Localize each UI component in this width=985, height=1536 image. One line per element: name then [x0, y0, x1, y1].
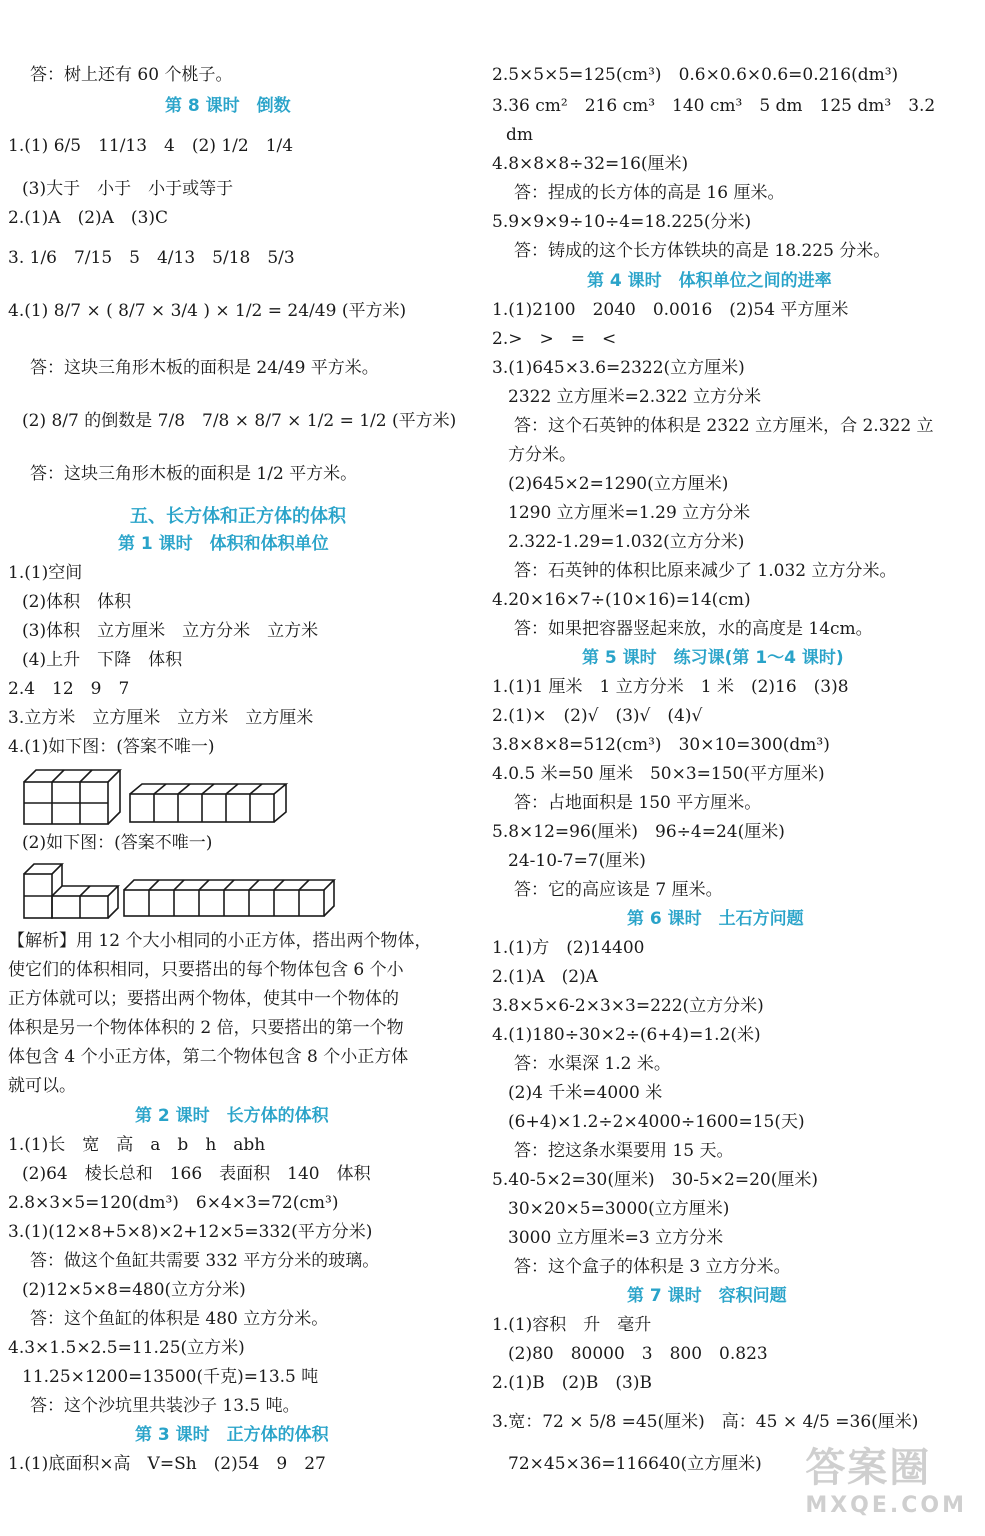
answer-line: 2.(1)B (2)B (3)B [492, 1373, 652, 1393]
analysis-line: 体积是另一个物体体积的 2 倍，只要搭出的第一个物 [8, 1018, 404, 1038]
chapter-heading: 五、长方体和正方体的体积 [130, 506, 346, 527]
answer-line: 答：这个沙坑里共装沙子 13.5 吨。 [30, 1396, 300, 1416]
watermark-url: MXQE.COM [805, 1493, 967, 1518]
answer-line: 3.(1)(12×8+5×8)×2+12×5=332(平方分米) [8, 1222, 373, 1242]
answer-line: 1.(1)1 厘米 1 立方分米 1 米 (2)16 (3)8 [492, 677, 849, 697]
answer-line: 3.8×5×6-2×3×3=222(立方分米) [492, 996, 764, 1016]
analysis-line: 正方体就可以；要搭出两个物体，使其中一个物体的 [8, 989, 399, 1009]
answer-line: 1.(1) 6/5 11/13 4 (2) 1/2 1/4 [8, 136, 294, 156]
analysis-line: 就可以。 [8, 1076, 76, 1096]
answer-line: 2.(1)A (2)A [492, 967, 598, 987]
answer-line: 2.(1)× (2)√ (3)√ (4)√ [492, 706, 703, 726]
answer-line: 答：它的高应该是 7 厘米。 [514, 880, 723, 900]
lesson-heading: 第 8 课时 倒数 [165, 96, 291, 116]
answer-line: 2322 立方厘米=2.322 立方分米 [508, 387, 761, 407]
answer-line: 24-10-7=7(厘米) [508, 851, 646, 871]
answer-line: (3)体积 立方厘米 立方分米 立方米 [22, 621, 319, 641]
answer-line: 1.(1)2100 2040 0.0016 (2)54 平方厘米 [492, 300, 849, 320]
answer-line: 5.40-5×2=30(厘米) 30-5×2=20(厘米) [492, 1170, 819, 1190]
answer-line: 1.(1)容积 升 毫升 [492, 1315, 652, 1335]
analysis-line: 使它们的体积相同，只要搭出的每个物体包含 6 个小 [8, 960, 404, 980]
analysis-line: 【解析】用 12 个大小相同的小正方体，搭出两个物体， [8, 931, 432, 951]
answer-line: 5.8×12=96(厘米) 96÷4=24(厘米) [492, 822, 785, 842]
watermark-logo [805, 1436, 967, 1518]
answer-line: 1290 立方厘米=1.29 立方分米 [508, 503, 751, 523]
answer-line: (6+4)×1.2÷2×4000÷1600=15(天) [508, 1112, 805, 1132]
answer-line: 答：水渠深 1.2 米。 [514, 1054, 671, 1074]
answer-line: 答：石英钟的体积比原来减少了 1.032 立方分米。 [514, 561, 897, 581]
answer-line: 3.36 cm² 216 cm³ 140 cm³ 5 dm 125 dm³ 3.2 [492, 96, 936, 116]
answer-line: 答：捏成的长方体的高是 16 厘米。 [514, 183, 785, 203]
answer-line: (2) 8/7 的倒数是 7/8 7/8 × 8/7 × 1/2 = 1/2 (平方米) [22, 411, 457, 431]
answer-line: 30×20×5=3000(立方厘米) [508, 1199, 730, 1219]
answer-line: 4.20×16×7÷(10×16)=14(cm) [492, 590, 751, 610]
answer-line: (2)12×5×8=480(立方分米) [22, 1280, 246, 1300]
answer-line: 3. 1/6 7/15 5 4/13 5/18 5/3 [8, 248, 295, 268]
cube-figure-2 [20, 860, 340, 922]
answer-line: 1.(1)方 (2)14400 [492, 938, 645, 958]
answer-line: 3000 立方厘米=3 立方分米 [508, 1228, 724, 1248]
answer-line: 2.(1)A (2)A (3)C [8, 208, 169, 228]
lesson-heading: 第 5 课时 练习课(第 1～4 课时) [582, 648, 844, 668]
answer-line: 4.0.5 米=50 厘米 50×3=150(平方厘米) [492, 764, 825, 784]
answer-line: 4.(1)如下图：(答案不唯一) [8, 737, 215, 757]
answer-line: 答：铸成的这个长方体铁块的高是 18.225 分米。 [514, 241, 891, 261]
cube-figure-1 [20, 766, 320, 828]
answer-line: 2.8×3×5=120(dm³) 6×4×3=72(cm³) [8, 1193, 339, 1213]
answer-line: 4.3×1.5×2.5=11.25(立方米) [8, 1338, 245, 1358]
lesson-heading: 第 3 课时 正方体的体积 [135, 1425, 329, 1445]
answer-line: 3.宽：72 × 5/8 =45(厘米) 高：45 × 4/5 =36(厘米) [492, 1412, 919, 1432]
answer-line: (2)体积 体积 [22, 592, 132, 612]
answer-line: 1.(1)空间 [8, 563, 83, 583]
answer-line: 3.立方米 立方厘米 立方米 立方厘米 [8, 708, 314, 728]
cube-l-shape [24, 864, 118, 918]
answer-line: 4.8×8×8÷32=16(厘米) [492, 154, 689, 174]
answer-line: 1.(1)长 宽 高 a b h abh [8, 1135, 266, 1155]
answer-line: 2.322-1.29=1.032(立方分米) [508, 532, 745, 552]
lesson-heading: 第 2 课时 长方体的体积 [135, 1106, 329, 1126]
answer-line: 2.> > = < [492, 329, 617, 349]
answer-line: 答：占地面积是 150 平方厘米。 [514, 793, 762, 813]
answer-line: 答：做这个鱼缸共需要 332 平方分米的玻璃。 [30, 1251, 380, 1271]
cube-block-2x3 [24, 770, 120, 824]
lesson-heading: 第 1 课时 体积和体积单位 [118, 534, 329, 554]
answer-line: 2.5×5×5=125(cm³) 0.6×0.6×0.6=0.216(dm³) [492, 65, 899, 85]
answer-line: 4.(1) 8/7 × ( 8/7 × 3/4 ) × 1/2 = 24/49 (平方米) [8, 301, 407, 321]
cube-row-6 [130, 784, 286, 822]
answer-line: (2)如下图：(答案不唯一) [22, 833, 213, 853]
watermark-text: 答案圈 [805, 1445, 932, 1491]
answer-line: dm [506, 125, 534, 145]
answer-line: 2.4 12 9 7 [8, 679, 130, 699]
answer-line: 答：这块三角形木板的面积是 24/49 平方米。 [30, 358, 379, 378]
answer-line: (4)上升 下降 体积 [22, 650, 183, 670]
lesson-heading: 第 4 课时 体积单位之间的进率 [587, 271, 832, 291]
answer-line: 答：如果把容器竖起来放，水的高度是 14cm。 [514, 619, 873, 639]
answer-line: 方分米。 [508, 445, 576, 465]
answer-line: 答：这个鱼缸的体积是 480 立方分米。 [30, 1309, 329, 1329]
answer-line: (2)4 千米=4000 米 [508, 1083, 663, 1103]
lesson-heading: 第 6 课时 土石方问题 [627, 909, 804, 929]
answer-line: 3.8×8×8=512(cm³) 30×10=300(dm³) [492, 735, 830, 755]
answer-line: 答：这个石英钟的体积是 2322 立方厘米，合 2.322 立 [514, 416, 934, 436]
answer-line: 11.25×1200=13500(千克)=13.5 吨 [22, 1367, 319, 1387]
lesson-heading: 第 7 课时 容积问题 [627, 1286, 787, 1306]
answer-line: 答：挖这条水渠要用 15 天。 [514, 1141, 734, 1161]
answer-line: 3.(1)645×3.6=2322(立方厘米) [492, 358, 745, 378]
answer-line: (2)64 棱长总和 166 表面积 140 体积 [22, 1164, 371, 1184]
answer-line: (2)80 80000 3 800 0.823 [508, 1344, 768, 1364]
answer-line: 5.9×9×9÷10÷4=18.225(分米) [492, 212, 752, 232]
answer-line: 答：这块三角形木板的面积是 1/2 平方米。 [30, 464, 358, 484]
cube-row-8 [124, 880, 334, 916]
answer-line: 1.(1)底面积×高 V=Sh (2)54 9 27 [8, 1454, 326, 1474]
answer-line: 答：树上还有 60 个桃子。 [30, 65, 233, 85]
analysis-line: 体包含 4 个小正方体，第二个物体包含 8 个小正方体 [8, 1047, 409, 1067]
answer-line: 72×45×36=116640(立方厘米) [508, 1454, 762, 1474]
answer-line: 答：这个盒子的体积是 3 立方分米。 [514, 1257, 791, 1277]
answer-line: (3)大于 小于 小于或等于 [22, 179, 234, 199]
answer-line: (2)645×2=1290(立方厘米) [508, 474, 729, 494]
answer-line: 4.(1)180÷30×2÷(6+4)=1.2(米) [492, 1025, 761, 1045]
